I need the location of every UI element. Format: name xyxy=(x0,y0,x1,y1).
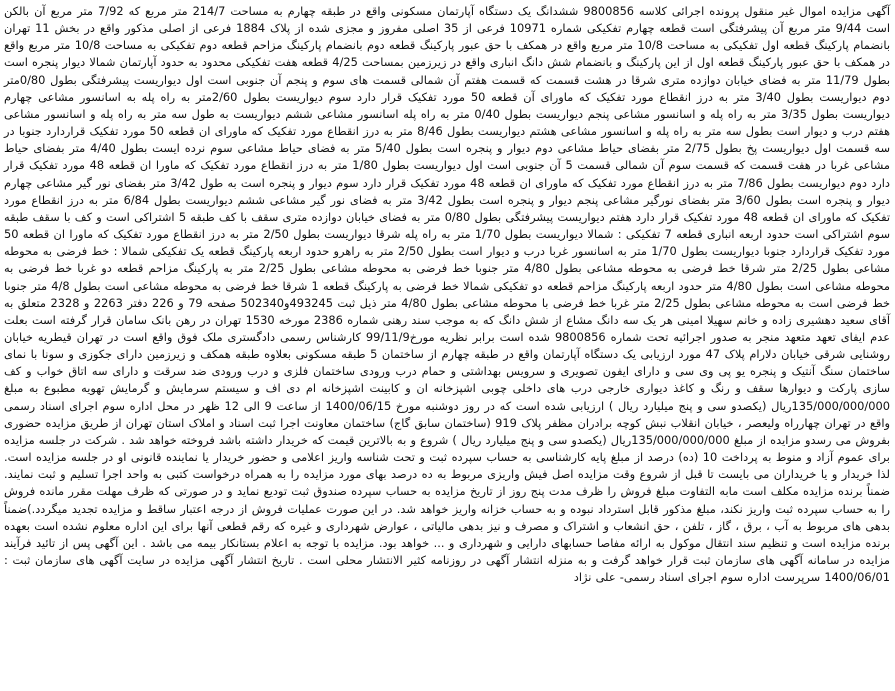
auction-notice-text: آگهی مزایده اموال غیر منقول پرونده اجرائی کلاسه 9800856 ششدانگ یک دستگاه آپارتمان مسکونی واقع در طبقه چهارم به مساحت 214/7 متر مربع که 7/92 متر مربع آن بالکن است 9/44 متر مربع آن پیشرفتگی است قطعه چهارم تفکیکی شماره 10971 فرعی از 35 اصلی مفروز و مجزی شده از پلاک 1884 فرعی از اصلی مذکور واقع در بخش 11 تهران بانضمام پارکینگ قطعه اول تفکیکی به مساحت 10/8 متر مربع واقع در همکف با حق عبور پارکینگ قطعه دوم بانضمام پارکینگ مزاحم قطعه دوم تفکیکی به مساحت 10/8 متر مربع واقع در همکف با حق عبور پارکینگ قطعه اول از این پارکینگ و بانضمام شش دانگ انباری واقع در زیرزمین بمساحت 4/25 قطعه هفت تفکیکی محدود به حدود آپارتمان شمالا دیوار پنجره است بطول 11/79 متر به فضای خیابان دوازده متری شرقا در هشت قسمت که قسمت هفتم آن شمالی قسمت های سوم و پنجم آن جنوبی است اول دیواریست پیشرفتگی بطول 0/80متر دوم دیواریست بطول 3/40 متر به درز انقطاع مورد تفکیک که ماورای آن قطعه 50 مورد تفکیک قرار دارد سوم دیواریست بطول 2/60متر به راه پله به اسانسور مشاعی چهارم دیواریست بطول 3/35 متر به راه پله و اسانسور مشاعی پنجم دیواریست بطول 0/40 متر به راه پله اسانسور مشاعی ششم دیواریست به طول سه متر به راه پله و اسانسور مشاعی هفتم درب و دیوار است بطول سه متر به راه پله و اسانسور مشاعی هشتم دیواریست بطول 8/46 متر به درز انقطاع مورد تفکیک که ماورای ان قطعه 50 مورد تفکیک قراردارد جنوبا در سه قسمت اول دیواریست پخ بطول 2/75 متر بفضای حیاط مشاعی دوم دیوار و پنجره است بطول 5/40 متر به فضای حیاط مشاعی سوم نرده ایست بطول 4/40 متر بفضای حیاط مشاعی غربا در هفت قسمت که قسمت سوم آن شمالی قسمت 5 آن جنوبی است اول دیواریست بطول 1/80 متر به درز انقطاع مورد تفکیک که ماورا ان قطعه 48 مورد تفکیک قرار دارد دوم دیواریست بطول 7/86 متر به درز انقطاع مورد تفکیک که ماورای ان قطعه 48 مورد تفکیک قرار دارد سوم دیوار و پنجره است به طول 3/42 متر بفضای نور گیر مشاعی چهارم دیوار و پنجره است بطول 3/60 متر بفضای نورگیر مشاعی پنجم دیوار و پنجره است بطول 3/42 متر به فضای نور گیر مشاعی ششم دیواریست بطول 6/84 متر به درز انقطاع مورد تفکیک که ماورای ان قطعه 48 مورد تفکیک قرار دارد هفتم دیواریست پیشرفتگی بطول 0/80 متر به فضای خیابان دوازده متری سقف با کف طبقه 5 اشتراکی است و کف با سقف طبقه سوم اشتراکی است حدود اربعه انباری قطعه 7 تفکیکی : شمالا دیواریست بطول 1/70 متر به راه پله شرقا دیواریست بطول 2/50 متر به درز انقطاع مورد تفکیک که ماورا ان قطعه 50 مورد تفکیک قراردارد جنوبا دیواریست بطول 1/70 متر به اسانسور غربا درب و دیوار است بطول 2/50 متر به راهرو حدود اربعه پارکینگ قطعه یک تفکیکی شمالا : خط فرضی به محوطه مشاعی بطول 2/25 متر شرقا خط فرضی به محوطه مشاعی بطول 4/80 متر جنوبا خط فرضی به محوطه مشاعی بطول 2/25 متر به پارکینگ مزاحم قطعه دو غربا خط فرضی به محوطه مشاعی است بطول 4/80 متر حدود اربعه پارکینگ مزاحم قطعه دو تفکیکی شمالا خط فرضی به پارکینگ قطعه 1 شرقا خط فرضی به محوطه مشاعی است بطول 4/8 متر جنوبا خط فرضی است به محوطه مشاعی بطول 2/25 متر غربا خط فرضی با محوطه مشاعی بطول 4/80 متر ذیل ثبت 493245و502340 صفحه 79 و 226 دفتر 2263 و 2328 متعلق به آقای سعید دهشیری زاده و خانم سهیلا امینی هر یک سه دانگ مشاع از شش دانگ که به موجب سند رهنی شماره 2386 مورخه 1530 تهران در رهن بانک سامان قرار گرفته است بعلت عدم ایفای تعهد متعهد منجر به صدور اجرائیه تحت شماره 9800856 شده است برابر نظریه مورخ99/11/9 کارشناس رسمی دادگستری ملک فوق واقع است در تهران قیطریه خیابان روشنایی شرقی خیابان دلارام پلاک 47 مورد ارزیابی یک دستگاه آپارتمان واقع در طبقه چهارم از ساختمان 5 طبقه مسکونی بعلاوه طبقه همکف و زیرزمین دارای جکوزی و سونا با نمای ساختمان سنگ آنتیک و پنجره یو پی وی سی و دارای ایفون تصویری و سرویس بهداشتی و حمام درب ورودی ساختمان فلزی و درب ورودی ضد سرقت و دارای سه اتاق خواب و کف سازی پارکت و دیوارها سقف و رنگ و کاغذ دیواری خارجی درب های داخلی چوبی اشپزخانه ان و کابینت اشپزخانه ام دی اف و سیستم سرمایش و گرمایش تهویه مطبوع به مبلغ 135/000/000/000ریال (یکصدو سی و پنج میلیارد ریال ) ارزیابی شده است که در روز دوشنبه مورخ 1400/06/15 از ساعت 9 الی 12 ظهر در محل اداره سوم اجرای اسناد رسمی واقع در تهران چهارراه ولیعصر ، خیابان انقلاب نبش کوچه برادران مظفر پلاک 919 (ساختمان سابق گاج) ساختمان معاونت اجرا ثبت اسناد و املاک استان تهران از طریق مزایده حضوری بفروش می رسدو مزایده از مبلغ 135/000/000/000ریال (یکصدو سی و پنج میلیارد ریال ) شروع و به بالاترین قیمت که خریدار داشته باشد فروخته خواهد شد . شرکت در جلسه مزایده برای عموم آزاد و منوط به پرداخت 10 (ده) درصد از مبلغ پایه کارشناسی به حساب سپرده ثبت و تحت شناسه واریز اعلامی و حضور خریدار یا نماینده قانونی او در جلسه مزایده است. لذا خریدار و یا خریداران می بایست تا قبل از شروع وقت مزایده اصل فیش واریزی مربوط به ده درصد بهای مورد مزایده را به همراه درخواست کتبی به واحد اجرا تسلیم و ثبت نمایند. ضمناً برنده مزایده مکلف است مابه التفاوت مبلغ فروش را ظرف مدت پنج روز از تاریخ مزایده به حساب سپرده صندوق ثبت تودیع نماید و در صورتی که ظرف مهلت مقرر مانده فروش را به حساب سپرده ثبت واریز نکند، مبلغ مذکور قابل استرداد نبوده و به حساب خزانه واریز خواهد شد. در این صورت عملیات فروش از درجه اعتبار ساقط و مزایده تجدید میگردد.)ضمناً بدهی های مربوط به آب ، برق ، گاز ، تلفن ، حق انشعاب و اشتراک و مصرف و نیز بدهی مالیاتی ، عوارض شهرداری و غیره که رقم قطعی آنها برای این اداره معلوم نشده است بعهده برنده مزایده است و تنظیم سند انتقال موکول به ارائه مفاصا حسابهای دارایی و شهرداری و ... خواهد بود. مزایده با توجه به اعلام بستانکار بیمه می باشد . این آگهی پس از تائید فرآیند مزایده در سامانه آگهی های سازمان ثبت قرار خواهد گرفت و به منزله انتشار آگهی در روزنامه کثیر الانتشار محلی است . تاریخ انتشار آگهی مزایده در سایت آگهی های سازمان ثبت : 1400/06/01 سرپرست اداره سوم اجرای اسناد رسمی- علی نژاد xyxy=(4,4,891,585)
